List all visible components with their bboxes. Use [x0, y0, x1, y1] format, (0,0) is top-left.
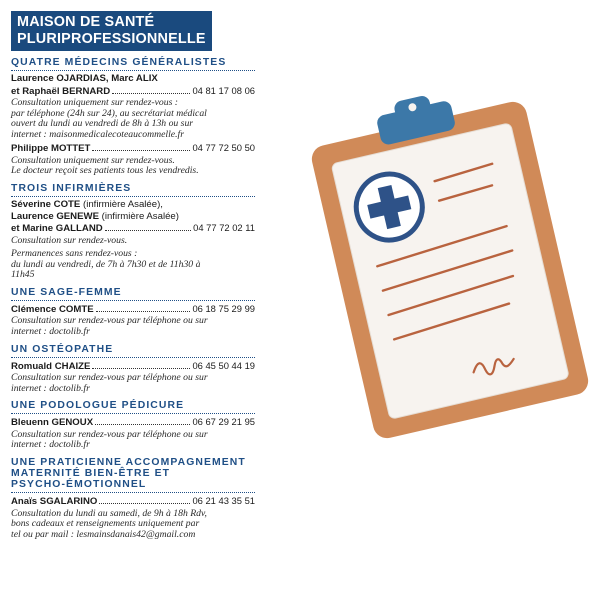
- note-line: 11h45: [11, 269, 35, 281]
- phone-number: 06 67 29 21 95: [192, 416, 255, 428]
- section-heading: TROIS INFIRMIÈRES: [11, 183, 255, 197]
- section-osteopathe: [11, 344, 255, 395]
- note-line: Permanences sans rendez-vous :: [11, 248, 138, 260]
- section-sage-femme: [11, 287, 255, 338]
- note-line: Consultation sur rendez-vous par téléphone ou sur: [11, 428, 208, 440]
- contact-row: [11, 303, 255, 316]
- list-item: [11, 199, 255, 281]
- clipboard-illustration: [300, 90, 600, 450]
- page-title: [11, 11, 212, 51]
- note-line: internet : doctolib.fr: [11, 326, 90, 338]
- consultation-note: [11, 373, 255, 394]
- note-line: Consultation sur rendez-vous par téléphone ou sur: [11, 372, 208, 384]
- dot-leader: [112, 93, 190, 94]
- practitioner-name: Romuald CHAIZE: [11, 360, 91, 372]
- list-item: [11, 73, 255, 140]
- title-line-1: MAISON DE SANTÉ: [17, 14, 155, 30]
- note-line: internet : doctolib.fr: [11, 382, 90, 394]
- nurse-role: (infirmière Asalée): [98, 210, 179, 222]
- nurse-name: et Marine GALLAND: [11, 223, 103, 235]
- consultation-note: [11, 316, 255, 337]
- phone-number: 06 45 50 44 19: [192, 359, 255, 371]
- practitioner-name: Bleuenn GENOUX: [11, 417, 94, 429]
- consultation-note: [11, 236, 255, 247]
- heading-line: PSYCHO-ÉMOTIONNEL: [11, 479, 147, 490]
- phone-number: 04 77 72 50 50: [192, 142, 255, 154]
- nurse-name: Laurence GENEWE: [11, 210, 99, 222]
- consultation-note: [11, 430, 255, 451]
- nurse-role: (infirmière Asalée),: [80, 199, 163, 211]
- note-line: Le docteur reçoit ses patients tous les vendredis.: [11, 165, 199, 177]
- nurse-name: Séverine COTE: [11, 199, 81, 211]
- contact-row: [11, 360, 255, 373]
- doctor-name: Philippe MOTTET: [11, 143, 91, 155]
- heading-line: UNE PRATICIENNE ACCOMPAGNEMENT: [11, 457, 246, 468]
- contact-row: [11, 416, 255, 429]
- note-line: Consultation uniquement sur rendez-vous.: [11, 154, 175, 166]
- note-line: par téléphone (24h sur 24), au secrétariat médical: [11, 107, 207, 119]
- dot-leader: [105, 230, 191, 231]
- note-line: ouvert du lundi au vendredi de 8h à 13h ou sur: [11, 118, 194, 130]
- note-line: Consultation uniquement sur rendez-vous :: [11, 97, 179, 108]
- consultation-note: [11, 156, 255, 177]
- section-heading: QUATRE MÉDECINS GÉNÉRALISTES: [11, 57, 255, 71]
- note-line: Consultation du lundi au samedi, de 9h à 18h Rdv,: [11, 507, 207, 519]
- phone-number: 06 18 75 29 99: [192, 302, 255, 314]
- list-item: [11, 142, 255, 177]
- contact-row: [11, 142, 255, 155]
- doctor-names: Laurence OJARDIAS, Marc ALIX: [11, 73, 158, 84]
- phone-number: 06 21 43 35 51: [192, 495, 255, 506]
- section-medecins: [11, 57, 255, 177]
- phone-number: 04 77 72 02 11: [193, 222, 255, 234]
- section-heading: UNE SAGE-FEMME: [11, 287, 255, 301]
- section-praticienne: [11, 457, 255, 540]
- practitioner-name: Clémence COMTE: [11, 303, 94, 315]
- note-line: tel ou par mail : lesmainsdanais42@gmail.com: [11, 528, 196, 540]
- note-line: Consultation sur rendez-vous par téléphone ou sur: [11, 315, 208, 327]
- permanence-note: [11, 249, 255, 281]
- dot-leader: [95, 424, 190, 425]
- section-heading: UN OSTÉOPATHE: [11, 344, 255, 358]
- consultation-note: [11, 98, 255, 140]
- list-item: [11, 360, 255, 395]
- directory-column: [11, 11, 255, 540]
- dot-leader: [92, 150, 190, 151]
- dot-leader: [96, 311, 191, 312]
- contact-row: [11, 222, 255, 235]
- note-line: Consultation sur rendez-vous.: [11, 234, 128, 246]
- note-line: du lundi au vendredi, de 7h à 7h30 et de 11h30 à: [11, 258, 201, 270]
- practitioner-name: Anaïs SGALARINO: [11, 496, 98, 507]
- dot-leader: [99, 503, 190, 504]
- contact-row: [11, 495, 255, 508]
- consultation-note: [11, 509, 255, 541]
- title-line-2: PLURIPROFESSIONNELLE: [17, 30, 206, 47]
- list-item: [11, 416, 255, 451]
- contact-row: [11, 85, 255, 98]
- list-item: [11, 303, 255, 338]
- note-line: bons cadeaux et renseignements uniquement par: [11, 518, 200, 530]
- section-heading: [11, 457, 255, 493]
- nurse-line: [11, 199, 255, 211]
- nurse-line: [11, 211, 255, 223]
- dot-leader: [92, 368, 190, 369]
- section-podologue: [11, 400, 255, 451]
- note-line: internet : doctolib.fr: [11, 439, 90, 451]
- note-line: internet : maisonmedicalecoteaucommelle.fr: [11, 128, 184, 140]
- heading-line: MATERNITÉ BIEN-ÊTRE ET: [11, 468, 171, 479]
- section-infirmieres: [11, 183, 255, 281]
- phone-number: 04 81 17 08 06: [192, 84, 255, 96]
- list-item: [11, 495, 255, 540]
- doctor-name: et Raphaël BERNARD: [11, 85, 111, 97]
- section-heading: UNE PODOLOGUE PÉDICURE: [11, 400, 255, 414]
